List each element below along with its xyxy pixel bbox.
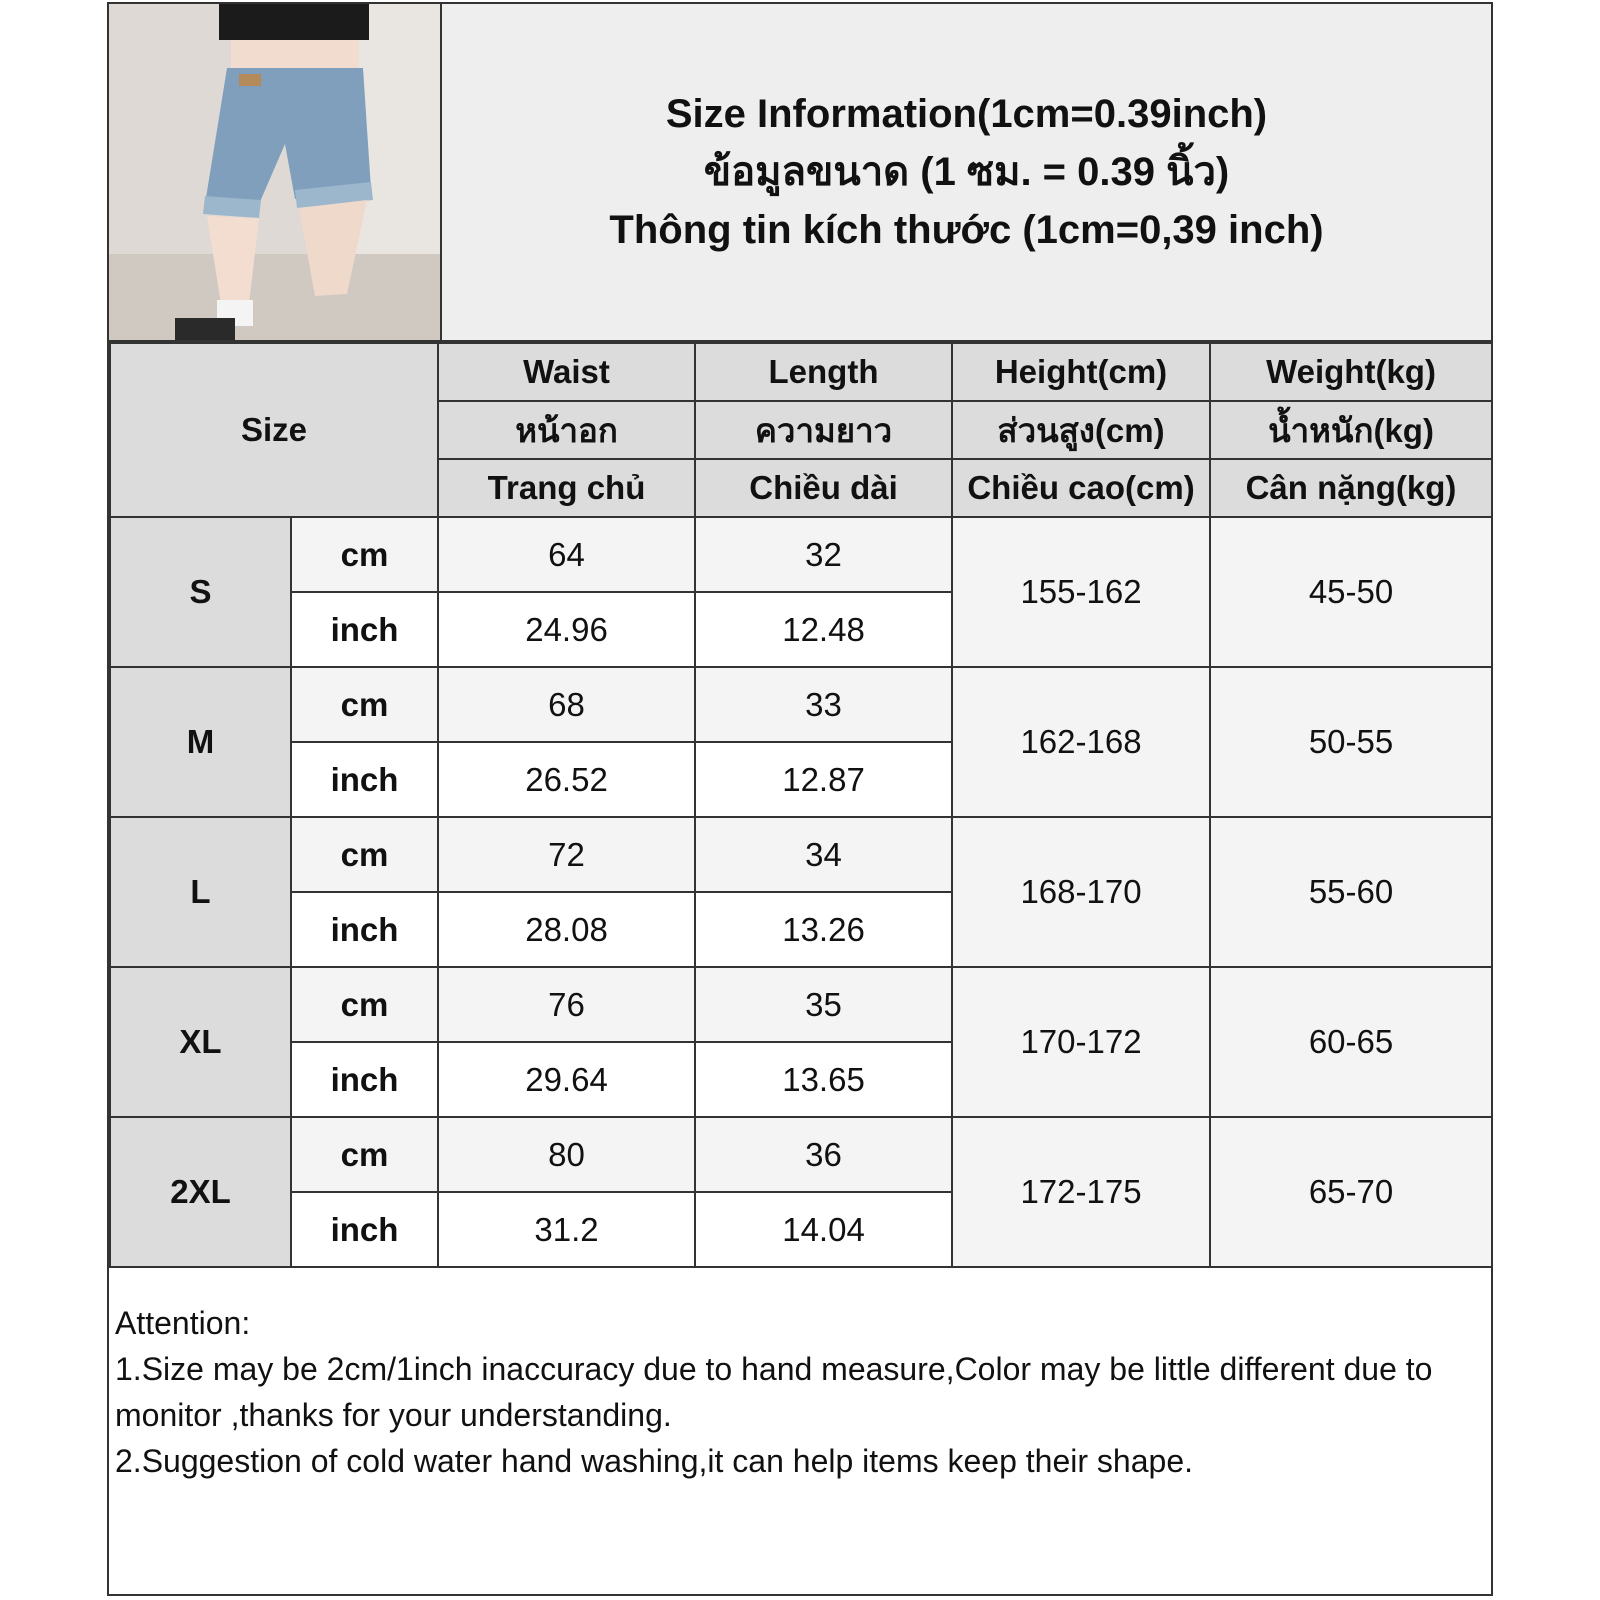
table-row (110, 667, 1492, 742)
col-header-length-vi: Chiều dài (695, 459, 952, 517)
waist-inch-value: 26.52 (438, 742, 695, 817)
col-header-height-en: Height(cm) (952, 343, 1210, 401)
waist-cm-value: 64 (438, 517, 695, 592)
col-header-weight-th: น้ำหนัก(kg) (1210, 401, 1492, 459)
col-header-height-vi: Chiều cao(cm) (952, 459, 1210, 517)
col-header-waist-th: หน้าอก (438, 401, 695, 459)
unit-inch: inch (291, 1042, 438, 1117)
size-label: XL (110, 967, 291, 1117)
waist-inch-value: 28.08 (438, 892, 695, 967)
length-cm-value: 33 (695, 667, 952, 742)
waist-inch-value: 29.64 (438, 1042, 695, 1117)
weight-range: 65-70 (1210, 1117, 1492, 1267)
table-row (110, 967, 1492, 1042)
length-cm-value: 34 (695, 817, 952, 892)
length-inch-value: 12.48 (695, 592, 952, 667)
height-range: 155-162 (952, 517, 1210, 667)
weight-range: 60-65 (1210, 967, 1492, 1117)
attention-notes (109, 1294, 1491, 1490)
col-header-waist-en: Waist (438, 343, 695, 401)
height-range: 162-168 (952, 667, 1210, 817)
length-inch-value: 12.87 (695, 742, 952, 817)
unit-inch: inch (291, 742, 438, 817)
col-header-length-en: Length (695, 343, 952, 401)
length-cm-value: 35 (695, 967, 952, 1042)
waist-cm-value: 68 (438, 667, 695, 742)
model-denim-shorts-image (109, 4, 440, 340)
notes-line-2: 2.Suggestion of cold water hand washing,it can help items keep their shape. (115, 1443, 1193, 1479)
length-inch-value: 13.26 (695, 892, 952, 967)
table-row (110, 1117, 1492, 1192)
weight-range: 55-60 (1210, 817, 1492, 967)
col-header-height-th: ส่วนสูง(cm) (952, 401, 1210, 459)
weight-range: 50-55 (1210, 667, 1492, 817)
size-table (109, 342, 1493, 1268)
col-header-weight-vi: Cân nặng(kg) (1210, 459, 1492, 517)
waist-cm-value: 76 (438, 967, 695, 1042)
waist-cm-value: 80 (438, 1117, 695, 1192)
unit-cm: cm (291, 517, 438, 592)
size-header: Size (110, 343, 438, 517)
size-label: 2XL (110, 1117, 291, 1267)
title-thai: ข้อมูลขนาด (1 ซม. = 0.39 นิ้ว) (703, 150, 1230, 194)
size-label: S (110, 517, 291, 667)
unit-cm: cm (291, 1117, 438, 1192)
size-info-title (442, 4, 1491, 342)
waist-cm-value: 72 (438, 817, 695, 892)
length-inch-value: 14.04 (695, 1192, 952, 1267)
length-inch-value: 13.65 (695, 1042, 952, 1117)
waist-inch-value: 24.96 (438, 592, 695, 667)
unit-inch: inch (291, 592, 438, 667)
length-cm-value: 32 (695, 517, 952, 592)
unit-cm: cm (291, 817, 438, 892)
notes-heading: Attention: (115, 1305, 251, 1341)
col-header-weight-en: Weight(kg) (1210, 343, 1492, 401)
unit-cm: cm (291, 967, 438, 1042)
unit-cm: cm (291, 667, 438, 742)
height-range: 172-175 (952, 1117, 1210, 1267)
size-label: L (110, 817, 291, 967)
table-row (110, 517, 1492, 592)
unit-inch: inch (291, 892, 438, 967)
col-header-waist-vi: Trang chủ (438, 459, 695, 517)
col-header-length-th: ความยาว (695, 401, 952, 459)
title-vietnamese: Thông tin kích thước (1cm=0,39 inch) (609, 208, 1324, 252)
notes-line-1: 1.Size may be 2cm/1inch inaccuracy due to hand measure,Color may be little different due to monitor ,thanks for your understanding. (115, 1351, 1433, 1433)
product-photo (109, 4, 442, 342)
height-range: 168-170 (952, 817, 1210, 967)
length-cm-value: 36 (695, 1117, 952, 1192)
unit-inch: inch (291, 1192, 438, 1267)
height-range: 170-172 (952, 967, 1210, 1117)
waist-inch-value: 31.2 (438, 1192, 695, 1267)
weight-range: 45-50 (1210, 517, 1492, 667)
size-chart-sheet (107, 2, 1493, 1596)
size-label: M (110, 667, 291, 817)
title-english: Size Information(1cm=0.39inch) (665, 92, 1268, 136)
table-row (110, 817, 1492, 892)
